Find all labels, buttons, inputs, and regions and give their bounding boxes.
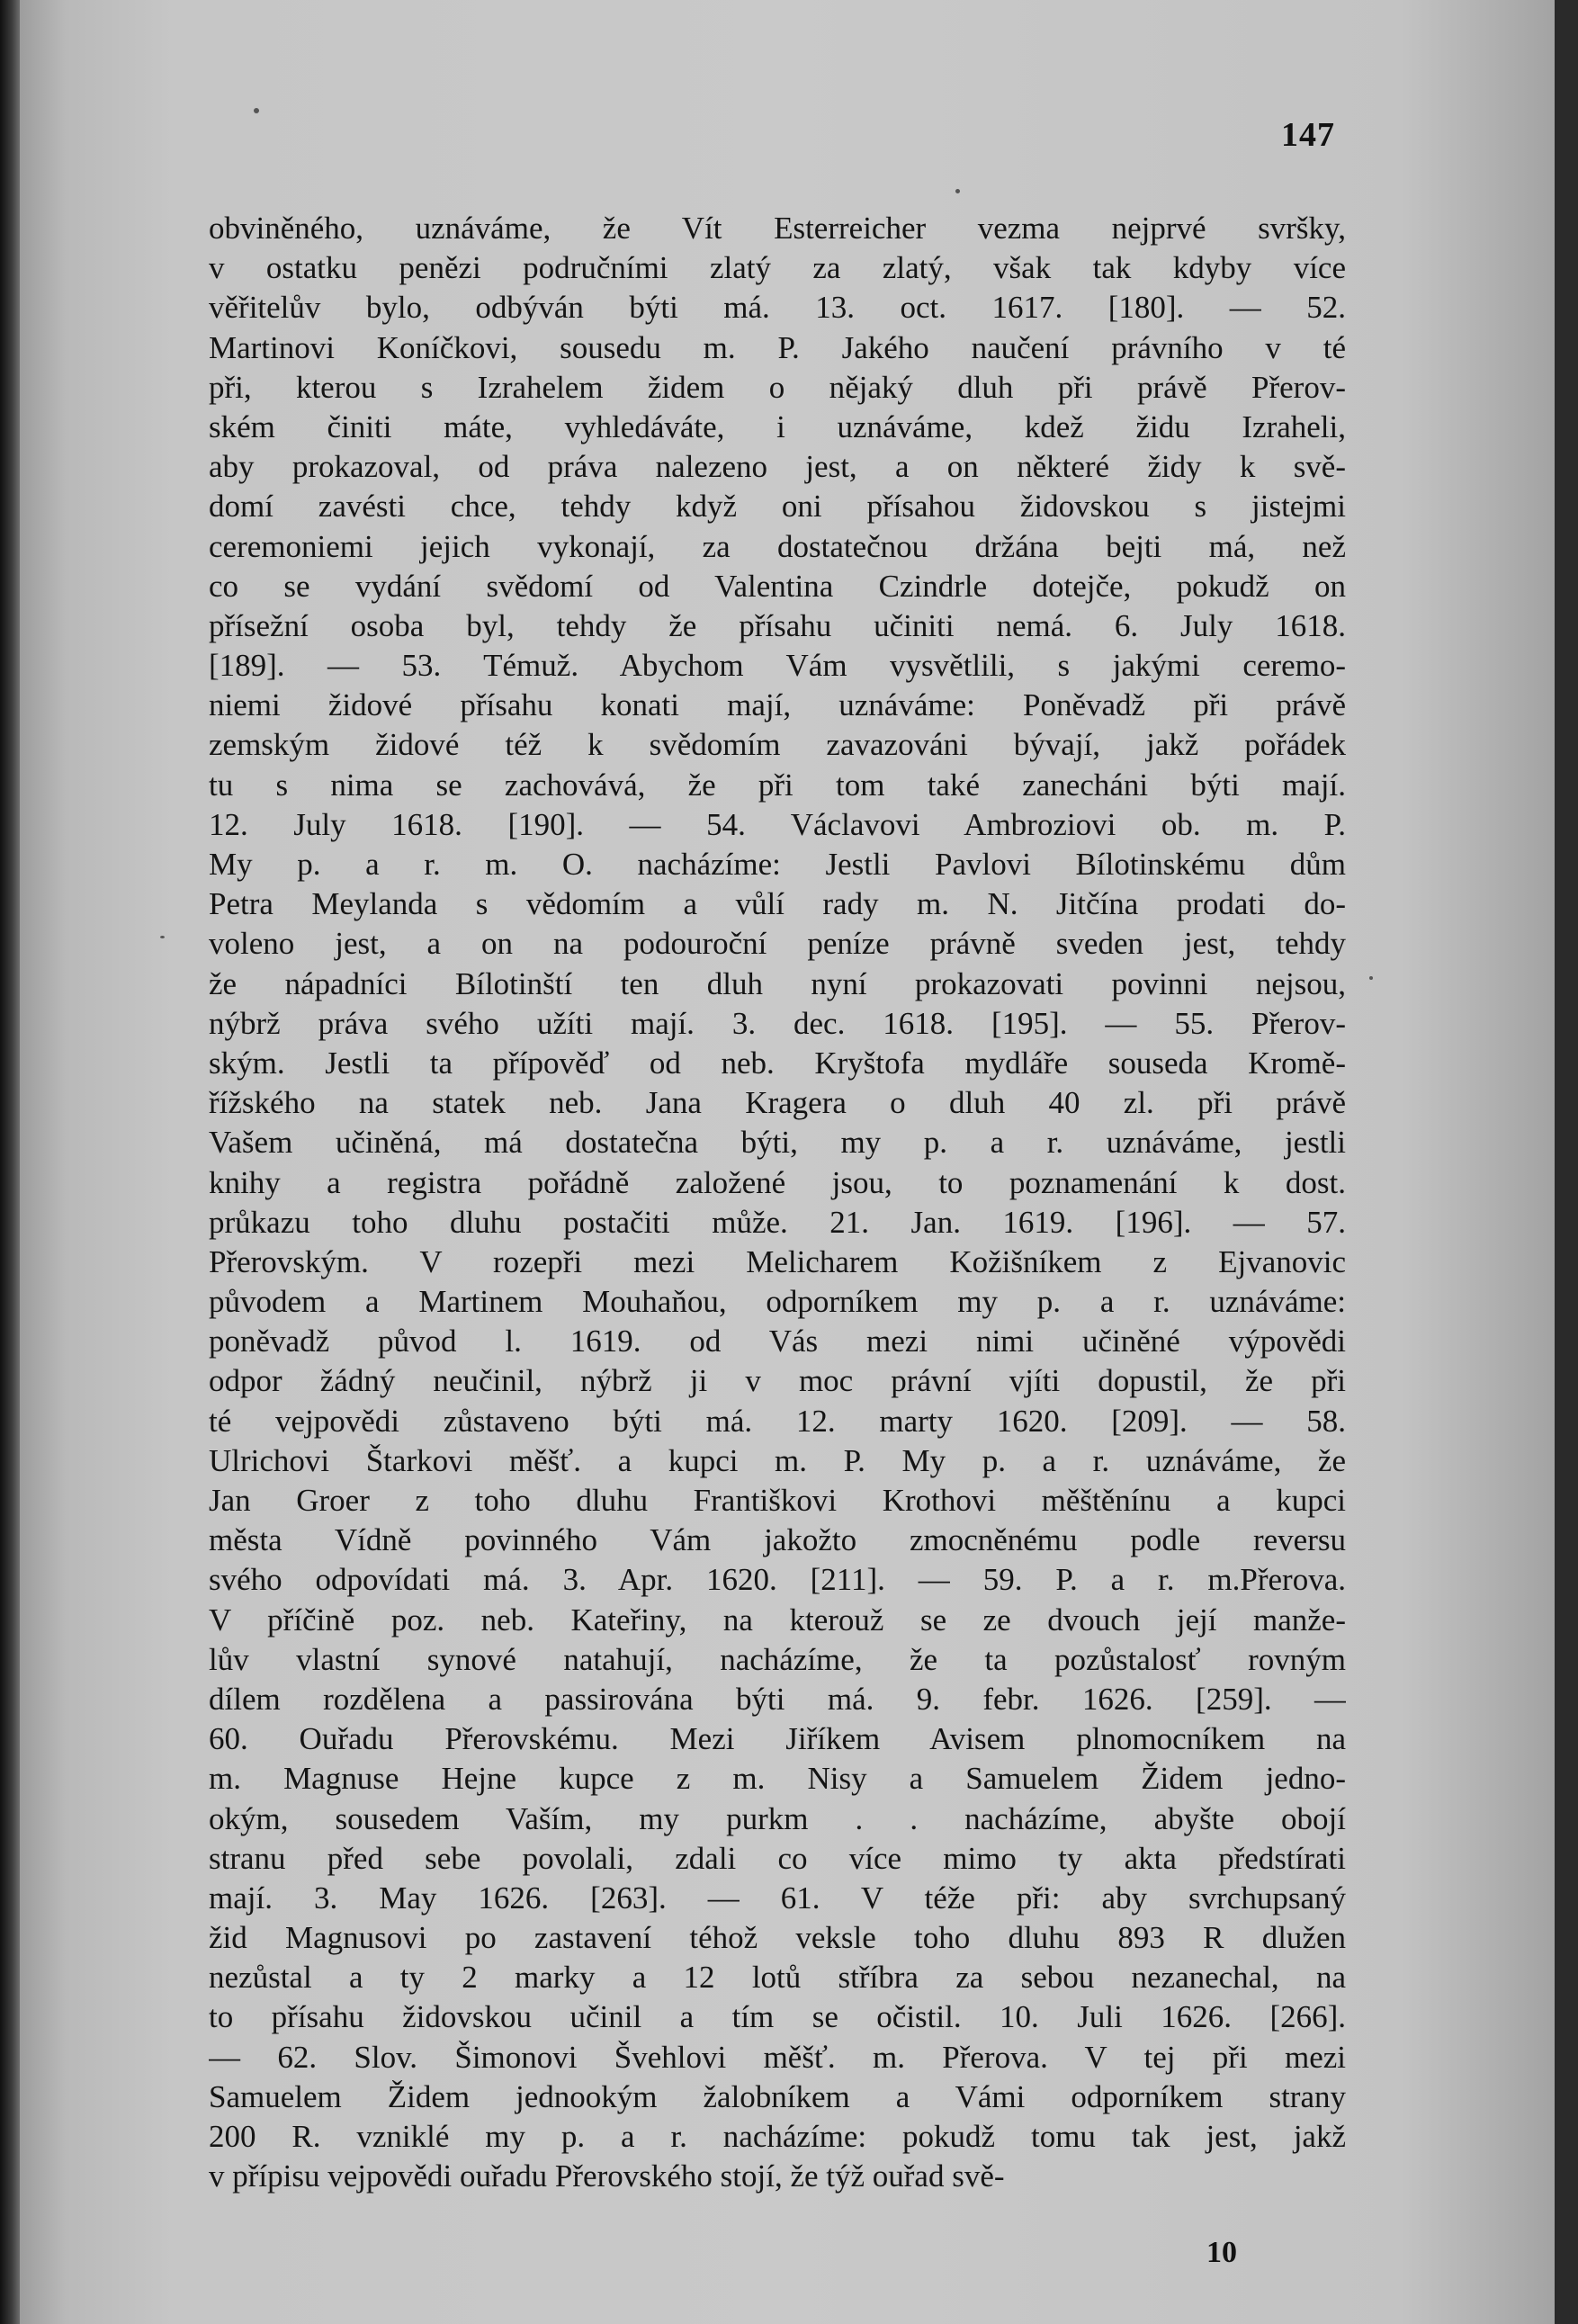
ink-speck bbox=[1369, 976, 1373, 980]
text-line: Samuelem Židem jednookým žalobníkem a Vámi odporníkem strany bbox=[209, 2078, 1346, 2114]
text-line: poněvadž původ l. 1619. od Vás mezi nimi učiněné výpovědi bbox=[209, 1324, 1346, 1359]
text-line: aby prokazoval, od práva nalezeno jest, a on některé židy k svě- bbox=[209, 449, 1346, 485]
text-line: města Vídně povinného Vám jakožto zmocněnému podle reversu bbox=[209, 1522, 1346, 1558]
text-line: průkazu toho dluhu postačiti může. 21. Jan. 1619. [196]. — 57. bbox=[209, 1204, 1346, 1240]
text-line: Ulrichovi Štarkovi měšť. a kupci m. P. My p. a r. uznáváme, že bbox=[209, 1442, 1346, 1478]
text-line: mají. 3. May 1626. [263]. — 61. V téže při: aby svrchupsaný bbox=[209, 1880, 1346, 1916]
book-spine-shadow bbox=[0, 0, 20, 2324]
text-line: My p. a r. m. O. nacházíme: Jestli Pavlovi Bílotinskému dům bbox=[209, 847, 1346, 882]
text-line: nezůstal a ty 2 marky a 12 lotů stříbra za sebou nezanechal, na bbox=[209, 1960, 1346, 1996]
text-line: Petra Meylanda s vědomím a vůlí rady m. N. Jitčína prodati do- bbox=[209, 886, 1346, 922]
text-line: původem a Martinem Mouhaňou, odporníkem my p. a r. uznáváme: bbox=[209, 1284, 1346, 1320]
text-line: Přerovským. V rozepři mezi Melicharem Kožišníkem z Ejvanovic bbox=[209, 1243, 1346, 1279]
text-line: tu s nima se zachovává, že při tom také zanecháni býti mají. bbox=[209, 767, 1346, 803]
text-line: té vejpovědi zůstaveno býti má. 12. marty 1620. [209]. — 58. bbox=[209, 1403, 1346, 1439]
text-line: 200 R. vzniklé my p. a r. nacházíme: pokudž tomu tak jest, jakž bbox=[209, 2119, 1346, 2154]
text-line: Vašem učiněná, má dostatečna býti, my p. a r. uznáváme, jestli bbox=[209, 1125, 1346, 1161]
text-line: Jan Groer z toho dluhu Františkovi Krothovi měštěnínu a kupci bbox=[209, 1483, 1346, 1518]
text-line: [189]. — 53. Témuž. Abychom Vám vysvětlili, s jakými ceremo- bbox=[209, 648, 1346, 684]
text-line: Martinovi Koníčkovi, sousedu m. P. Jakého naučení právního v té bbox=[209, 329, 1346, 365]
text-line: co se vydání svědomí od Valentina Czindrle dotejče, pokudž on bbox=[209, 568, 1346, 604]
text-line: 60. Ouřadu Přerovskému. Mezi Jiříkem Avisem plnomocníkem na bbox=[209, 1721, 1346, 1757]
text-line: obviněného, uznáváme, že Vít Esterreicher vezma nejprvé svršky, bbox=[209, 211, 1346, 246]
text-line: domí zavésti chce, tehdy když oni přísahou židovskou s jistejmi bbox=[209, 489, 1346, 525]
text-line: niemi židové přísahu konati mají, uznáváme: Poněvadž při právě bbox=[209, 687, 1346, 723]
text-line: lův vlastní synové natahují, nacházíme, že ta pozůstalosť rovným bbox=[209, 1641, 1346, 1677]
text-line: při, kterou s Izrahelem židem o nějaký dluh při právě Přerov- bbox=[209, 369, 1346, 405]
text-line: ceremoniemi jejich vykonají, za dostatečnou držána bejti má, než bbox=[209, 528, 1346, 564]
text-line: dílem rozdělena a passirována býti má. 9. febr. 1626. [259]. — bbox=[209, 1681, 1346, 1717]
text-line: v ostatku penězi područními zlatý za zlatý, však tak kdyby více bbox=[209, 250, 1346, 286]
text-line: okým, sousedem Vaším, my purkm . . nacházíme, abyšte obojí bbox=[209, 1800, 1346, 1836]
ink-speck bbox=[955, 189, 960, 193]
text-line: V příčině poz. neb. Kateřiny, na kterouž se ze dvouch její manže- bbox=[209, 1602, 1346, 1638]
body-text bbox=[209, 209, 1346, 2196]
page-number: 147 bbox=[1281, 116, 1335, 154]
text-line: to přísahu židovskou učinil a tím se očistil. 10. Juli 1626. [266]. bbox=[209, 1999, 1346, 2035]
text-line: přísežní osoba byl, tehdy že přísahu učiniti nemá. 6. July 1618. bbox=[209, 607, 1346, 643]
text-line: žid Magnusovi po zastavení téhož veksle toho dluhu 893 R dlužen bbox=[209, 1920, 1346, 1956]
text-line: svého odpovídati má. 3. Apr. 1620. [211]. — 59. P. a r. m.Přerova. bbox=[209, 1562, 1346, 1598]
text-line: v přípisu vejpovědi ouřadu Přerovského stojí, že týž ouřad svě- bbox=[209, 2158, 1005, 2194]
text-line: že nápadníci Bílotinští ten dluh nyní prokazovati povinni nejsou, bbox=[209, 965, 1346, 1001]
ink-speck bbox=[160, 936, 165, 938]
text-line: řížského na statek neb. Jana Kragera o dluh 40 zl. při právě bbox=[209, 1085, 1346, 1121]
text-line: ským. Jestli ta přípověď od neb. Kryštofa mydláře souseda Kromě- bbox=[209, 1045, 1346, 1081]
signature-mark: 10 bbox=[1206, 2236, 1237, 2269]
text-line: voleno jest, a on na podouroční peníze právně sveden jest, tehdy bbox=[209, 926, 1346, 962]
text-line: stranu před sebe povolali, zdali co více mimo ty akta předstírati bbox=[209, 1840, 1346, 1876]
text-line: knihy a registra pořádně založené jsou, to poznamenání k dost. bbox=[209, 1164, 1346, 1200]
text-line: m. Magnuse Hejne kupce z m. Nisy a Samuelem Židem jedno- bbox=[209, 1761, 1346, 1797]
ink-speck bbox=[254, 108, 259, 113]
text-line: ském činiti máte, vyhledáváte, i uznáváme, kdež židu Izraheli, bbox=[209, 408, 1346, 444]
text-line: věřitelův bylo, odbýván býti má. 13. oct. 1617. [180]. — 52. bbox=[209, 290, 1346, 326]
text-line: odpor žádný neučinil, nýbrž ji v moc právní vjíti dopustil, že při bbox=[209, 1363, 1346, 1399]
text-line: zemským židové též k svědomím zavazováni bývají, jakž pořádek bbox=[209, 727, 1346, 763]
text-line: — 62. Slov. Šimonovi Švehlovi měšť. m. Přerova. V tej při mezi bbox=[209, 2039, 1346, 2075]
text-line: nýbrž práva svého užíti mají. 3. dec. 1618. [195]. — 55. Přerov- bbox=[209, 1005, 1346, 1041]
text-line: 12. July 1618. [190]. — 54. Václavovi Ambroziovi ob. m. P. bbox=[209, 806, 1346, 842]
